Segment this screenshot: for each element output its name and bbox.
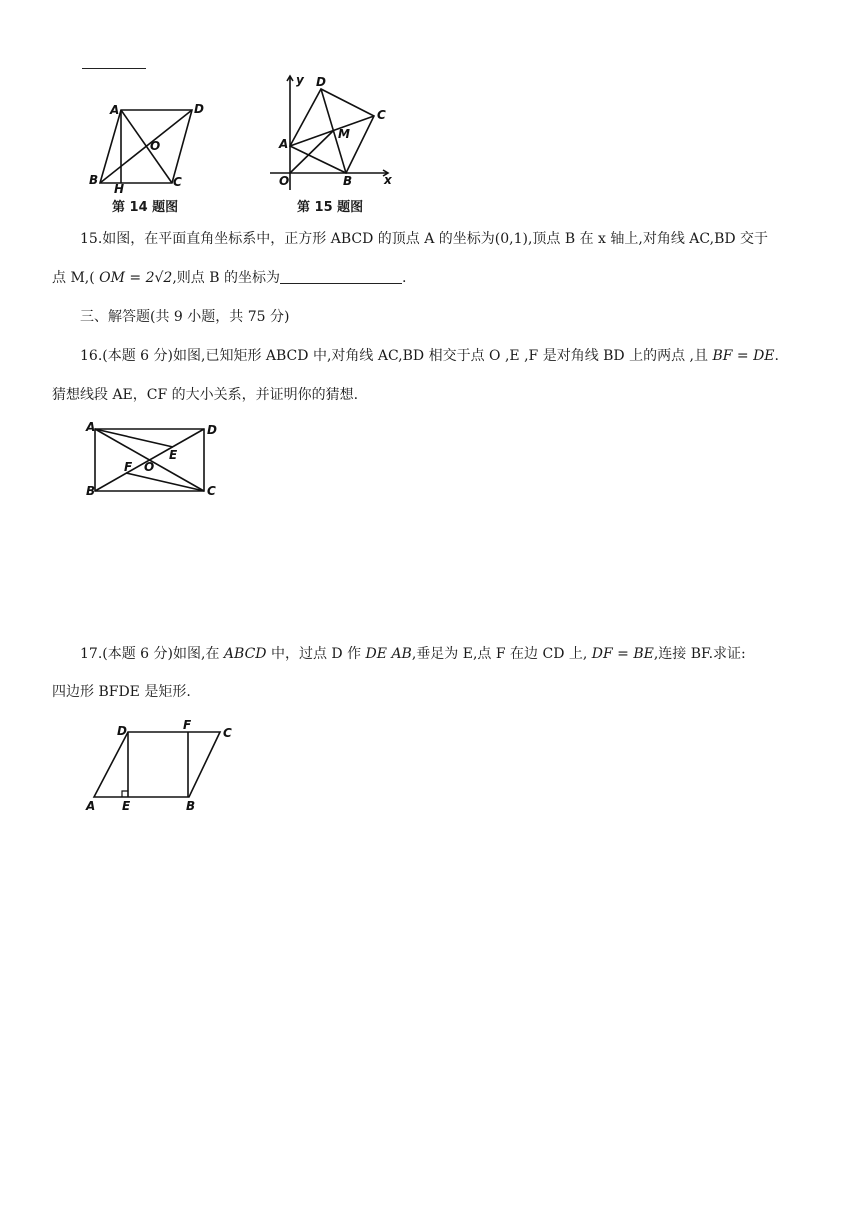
q15-line-2-start: 点 M,(: [52, 270, 100, 286]
fig14-diagonal-bd: [100, 110, 192, 183]
fig17-label-e: E: [122, 799, 131, 813]
q15-line-1: 15.如图，在平面直角坐标系中，正方形 ABCD 的顶点 A 的坐标为(0,1),顶点 B 在 x 轴上,对角线 AC,BD 交于: [80, 231, 769, 247]
q17-math-df-be: DF = BE: [591, 646, 654, 662]
q15-math-om: OM = 2√2: [99, 270, 173, 286]
fig15-label-b: B: [343, 174, 353, 188]
q17-line-1: [52, 644, 840, 664]
fig17-parallelogram: [94, 732, 220, 797]
q17-math-abcd: ABCD: [223, 646, 267, 662]
q15-answer-blank: [280, 269, 402, 284]
top-rule: [82, 68, 146, 69]
fig15-label-a: A: [279, 137, 289, 151]
fig14-label-b: B: [89, 173, 99, 187]
fig14-label-d: D: [194, 102, 204, 116]
fig16-label-e: E: [169, 448, 178, 462]
q17-text-2: 中，过点 D 作: [266, 646, 366, 662]
figure-17: [84, 718, 239, 813]
fig16-label-d: D: [207, 423, 217, 437]
figure-14: [85, 100, 215, 195]
fig17-label-d: D: [117, 724, 127, 738]
fig15-label-y: y: [296, 73, 304, 87]
fig16-label-c: C: [207, 484, 216, 498]
fig14-label-c: C: [173, 175, 182, 189]
fig16-segment-cf: [126, 473, 204, 491]
fig17-label-c: C: [223, 726, 232, 740]
fig16-label-o: O: [144, 460, 155, 474]
fig15-label-m: M: [338, 127, 350, 141]
fig16-label-f: F: [124, 460, 133, 474]
q15-line-2-mid: ,则点 B 的坐标为: [172, 270, 280, 286]
q15-line-2-end: .: [401, 270, 407, 286]
q16-line-1-text: 16.(本题 6 分)如图,已知矩形 ABCD 中,对角线 AC,BD 相交于点 O ,E ,F 是对角线 BD 上的两点 ,且: [80, 348, 713, 364]
fig15-label-o: O: [279, 174, 290, 188]
q16-line-2: 猜想线段 AE，CF 的大小关系，并证明你的猜想.: [52, 387, 359, 403]
q16-line-1-end: .: [774, 348, 779, 364]
fig17-label-f: F: [183, 718, 192, 732]
q16-line-1: [52, 346, 840, 366]
fig16-segment-ae: [95, 429, 173, 447]
q17-text-4: ,连接 BF.求证:: [653, 646, 746, 662]
q17-text-3: ,垂足为 E,点 F 在边 CD 上,: [411, 646, 592, 662]
fig14-caption: 第 14 题图: [112, 200, 179, 215]
fig15-caption: 第 15 题图: [297, 200, 364, 215]
q17-text-1: 17.(本题 6 分)如图,在: [80, 646, 224, 662]
q17-math-de-ab: DE AB: [365, 646, 412, 662]
fig15-label-x: x: [384, 173, 392, 187]
fig15-label-c: C: [377, 108, 386, 122]
fig14-label-a: A: [110, 103, 120, 117]
fig15-label-d: D: [316, 75, 326, 89]
q15-line-2: [52, 268, 812, 288]
figure-15: [266, 72, 396, 194]
figure-16: [84, 420, 224, 502]
fig15-segment-om: [290, 131, 333, 173]
fig17-right-angle-mark: [122, 791, 128, 797]
fig16-label-b: B: [86, 484, 96, 498]
fig14-label-h: H: [114, 182, 125, 195]
q17-line-2: 四边形 BFDE 是矩形.: [52, 684, 191, 700]
section-3-heading: 三、解答题(共 9 小题，共 75 分): [80, 309, 290, 325]
fig17-label-b: B: [186, 799, 196, 813]
fig17-label-a: A: [86, 799, 96, 813]
q16-math-bf-de: BF = DE: [712, 348, 775, 364]
fig16-label-a: A: [86, 420, 96, 434]
fig14-label-o: O: [150, 139, 161, 153]
